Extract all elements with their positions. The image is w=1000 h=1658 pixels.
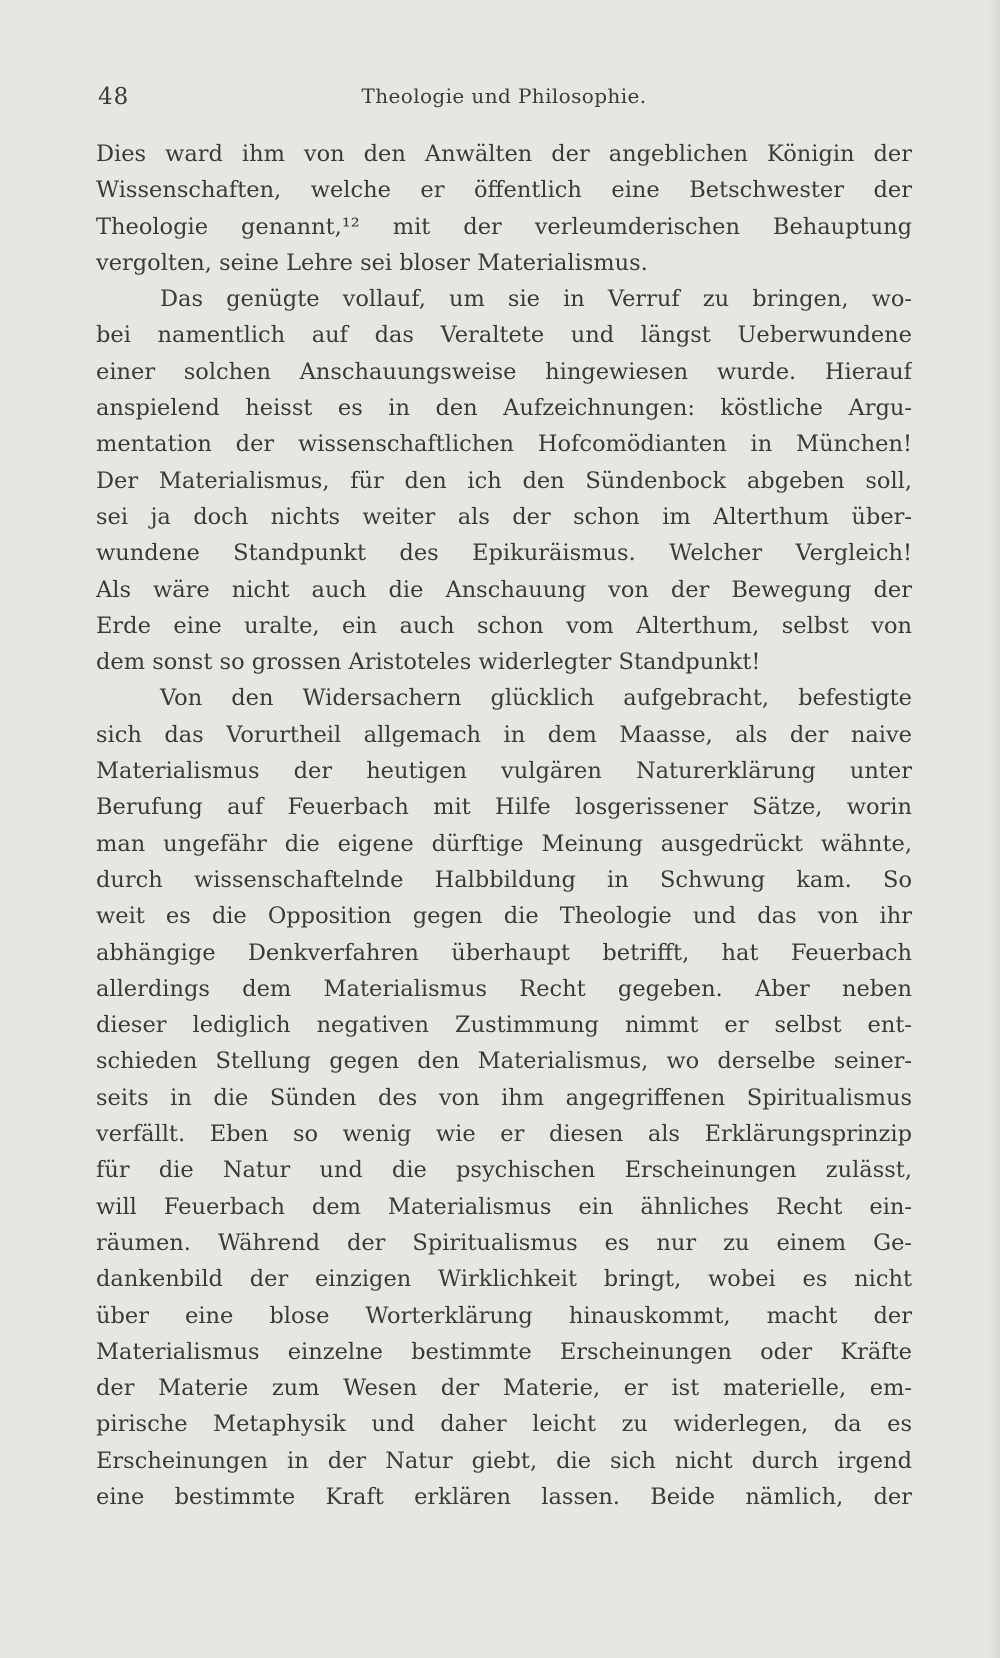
text-line: Das genügte vollauf, um sie in Verruf zu bringen, wo- bbox=[160, 286, 912, 313]
text-line: durch wissenschaftelnde Halbbildung in Schwung kam. So bbox=[96, 866, 912, 893]
text-line: dieser lediglich negativen Zustimmung nimmt er selbst ent- bbox=[96, 1012, 912, 1039]
text-line: schieden Stellung gegen den Materialismus, wo derselbe seiner- bbox=[96, 1048, 912, 1075]
text-line: wundene Standpunkt des Epikuräismus. Welcher Vergleich! bbox=[96, 540, 912, 567]
text-line: eine bestimmte Kraft erklären lassen. Beide nämlich, der bbox=[96, 1483, 912, 1510]
page-number: 48 bbox=[98, 84, 130, 110]
body-text bbox=[96, 136, 912, 1515]
text-line: weit es die Opposition gegen die Theologie und das von ihr bbox=[96, 903, 912, 930]
text-line: dankenbild der einzigen Wirklichkeit bringt, wobei es nicht bbox=[96, 1266, 912, 1293]
text-line: anspielend heisst es in den Aufzeichnungen: köstliche Argu- bbox=[96, 395, 912, 422]
text-line: räumen. Während der Spiritualismus es nur zu einem Ge- bbox=[96, 1229, 912, 1256]
text-line: Der Materialismus, für den ich den Sündenbock abgeben soll, bbox=[96, 467, 912, 494]
text-line: Materialismus einzelne bestimmte Erscheinungen oder Kräfte bbox=[96, 1338, 912, 1365]
text-line: pirische Metaphysik und daher leicht zu widerlegen, da es bbox=[96, 1411, 912, 1438]
text-line: Materialismus der heutigen vulgären Naturerklärung unter bbox=[96, 758, 912, 785]
text-line: Dies ward ihm von den Anwälten der angeblichen Königin der bbox=[96, 141, 912, 167]
text-line: Berufung auf Feuerbach mit Hilfe losgerissener Sätze, worin bbox=[96, 794, 912, 821]
text-line: vergolten, seine Lehre sei bloser Materialismus. bbox=[96, 249, 648, 276]
text-line: mentation der wissenschaftlichen Hofcomödianten in München! bbox=[96, 431, 912, 458]
text-line: dem sonst so grossen Aristoteles widerlegter Standpunkt! bbox=[96, 649, 761, 676]
text-line: verfällt. Eben so wenig wie er diesen als Erklärungsprinzip bbox=[96, 1121, 912, 1148]
text-line: Von den Widersachern glücklich aufgebracht, befestigte bbox=[160, 685, 912, 712]
running-title: Theologie und Philosophie. bbox=[361, 84, 647, 108]
text-line: sich das Vorurtheil allgemach in dem Maasse, als der naive bbox=[96, 721, 912, 748]
text-line: allerdings dem Materialismus Recht gegeben. Aber neben bbox=[96, 975, 912, 1002]
text-line: seits in die Sünden des von ihm angegriffenen Spiritualismus bbox=[96, 1084, 912, 1111]
text-line: Erde eine uralte, ein auch schon vom Alterthum, selbst von bbox=[96, 612, 912, 639]
page-header bbox=[96, 80, 912, 116]
text-line: für die Natur und die psychischen Erscheinungen zulässt, bbox=[96, 1157, 912, 1184]
text-line: Wissenschaften, welche er öffentlich eine Betschwester der bbox=[96, 177, 912, 204]
text-line: einer solchen Anschauungsweise hingewiesen wurde. Hierauf bbox=[96, 358, 912, 385]
text-line: sei ja doch nichts weiter als der schon im Alterthum über- bbox=[96, 503, 912, 530]
text-line: man ungefähr die eigene dürftige Meinung ausgedrückt wähnte, bbox=[96, 830, 912, 857]
text-line: Theologie genannt,¹² mit der verleumderischen Behauptung bbox=[96, 213, 912, 240]
text-line: Als wäre nicht auch die Anschauung von der Bewegung der bbox=[96, 576, 912, 603]
text-line: will Feuerbach dem Materialismus ein ähnliches Recht ein- bbox=[96, 1193, 912, 1220]
text-line: bei namentlich auf das Veraltete und längst Ueberwundene bbox=[96, 322, 912, 349]
text-line: der Materie zum Wesen der Materie, er ist materielle, em- bbox=[96, 1375, 912, 1402]
text-line: Erscheinungen in der Natur giebt, die sich nicht durch irgend bbox=[96, 1447, 912, 1474]
text-line: über eine blose Worterklärung hinauskommt, macht der bbox=[96, 1302, 912, 1329]
text-line: abhängige Denkverfahren überhaupt betrifft, hat Feuerbach bbox=[96, 939, 912, 966]
